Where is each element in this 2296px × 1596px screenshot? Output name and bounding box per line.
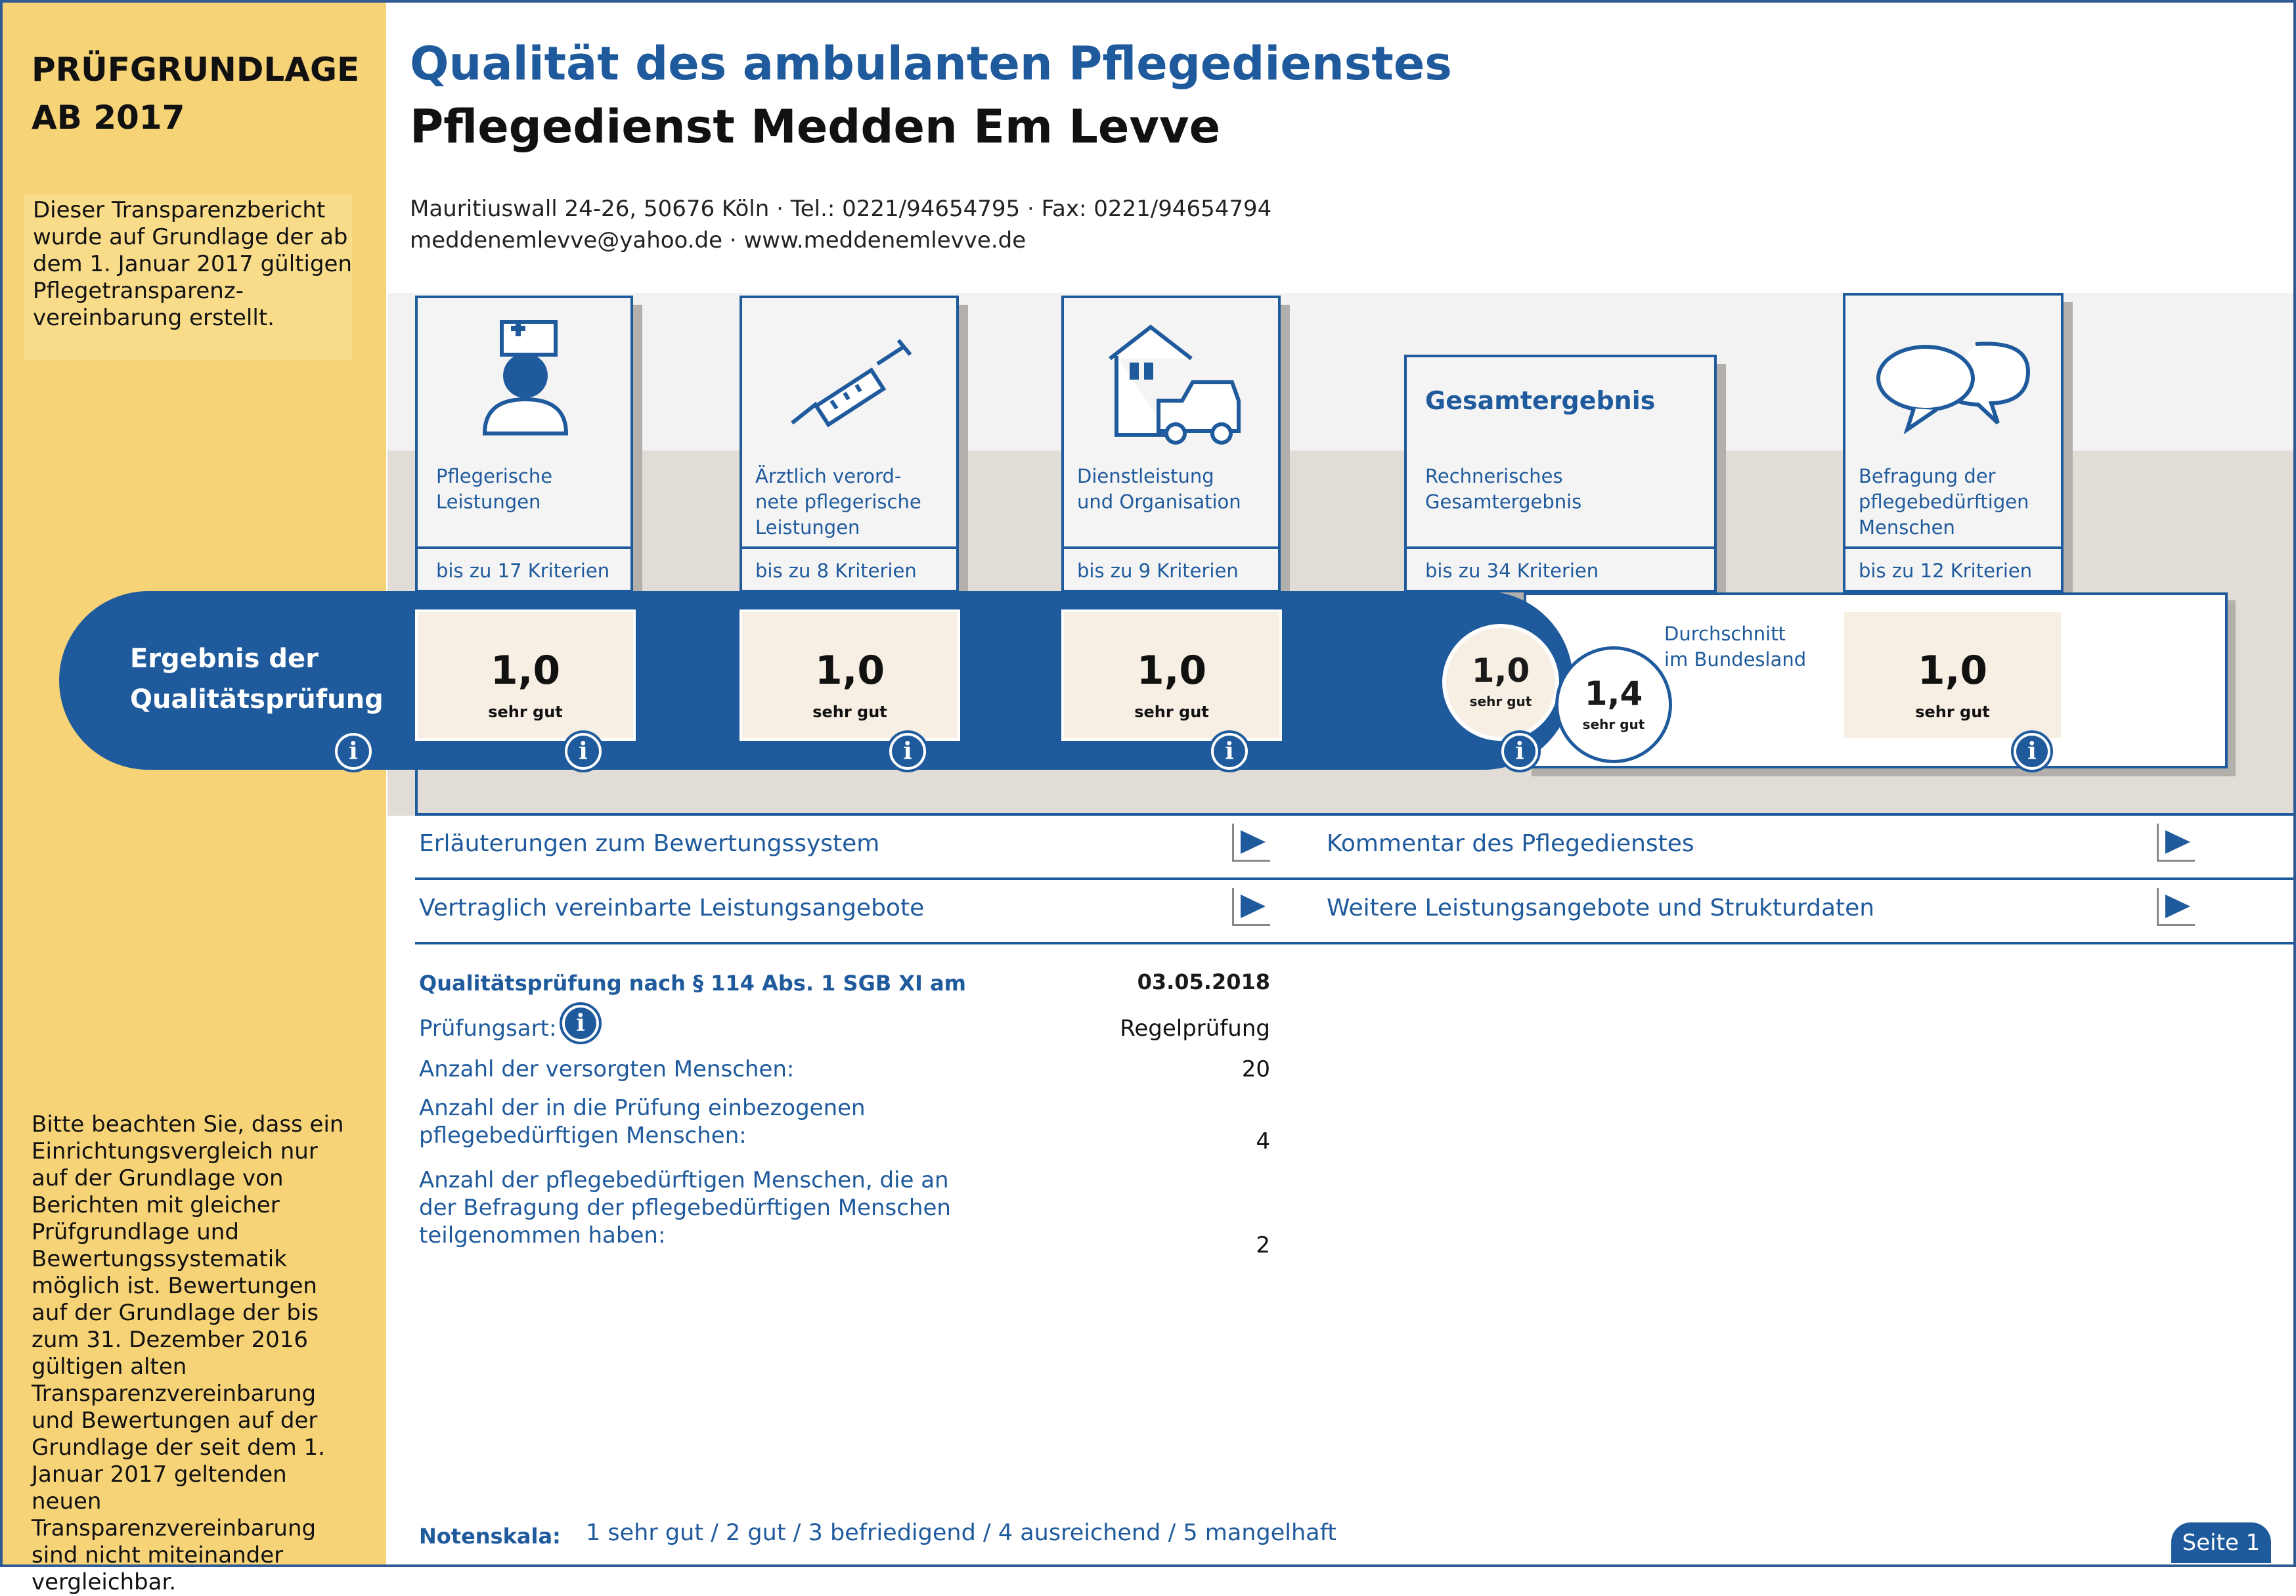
link-provider-comment[interactable]: Kommentar des Pflegedienstes [1327, 830, 1694, 857]
score-grade: sehr gut [1915, 703, 1990, 721]
category-card-care [415, 296, 633, 592]
house-car-icon [1103, 317, 1248, 448]
category-card-medical [740, 296, 959, 592]
grade-scale: 1 sehr gut / 2 gut / 3 befriedigend / 4 ausreichend / 5 mangelhaft [586, 1520, 1337, 1546]
survey-people-value: 2 [1256, 1232, 1270, 1258]
band-divider [415, 813, 2293, 816]
category-criteria: bis zu 12 Kriterien [1859, 560, 2033, 582]
nurse-icon [478, 317, 577, 441]
state-average-circle [1555, 646, 1672, 763]
score-value: 1,0 [490, 648, 561, 694]
arrow-right-icon[interactable] [2157, 888, 2195, 926]
score-box [1842, 610, 2064, 741]
page-title: Qualität des ambulanten Pflegedienstes [410, 37, 1452, 91]
speech-bubbles-icon [1873, 331, 2037, 443]
address-line: Mauritiuswall 24-26, 50676 Köln · Tel.: 0221/94654795 · Fax: 0221/94654794 [410, 196, 1272, 222]
page-number: Seite 1 [2171, 1522, 2271, 1563]
sidebar-note: Bitte beachten Sie, dass ein Einrichtungsvergleich nur auf der Grundlage von Berichten mit gleicher Prüfgrundlage und Bewertungssystematik möglich ist. Bewertungen auf der Grundlage der bis zum 31. Dezember 2016 gültigen alten Transparenzvereinbarung und Bewertungen auf der Grundlage der seit dem 1. Januar 2017 geltenden neuen Transparenzvereinbarung sind nicht miteinander vergleichbar. [32, 1111, 344, 1595]
inspection-heading: Qualitätsprüfung nach § 114 Abs. 1 SGB XI am [419, 971, 967, 996]
state-average-score: 1,4 [1584, 675, 1643, 713]
inspection-type-value: Regelprüfung [1120, 1015, 1270, 1042]
divider [415, 877, 2293, 880]
category-card-service [1061, 296, 1281, 592]
category-criteria: bis zu 9 Kriterien [1077, 560, 1239, 582]
inspection-date: 03.05.2018 [1137, 969, 1270, 994]
score-box [1061, 610, 1282, 741]
info-icon[interactable]: i [1499, 730, 1541, 772]
sidebar-heading-line2: AB 2017 [32, 98, 185, 137]
cared-people-label: Anzahl der versorgten Menschen: [419, 1056, 795, 1082]
category-label: Rechnerisches Gesamtergebnis [1425, 465, 1582, 513]
card-divider [1845, 546, 2061, 549]
category-criteria: bis zu 34 Kriterien [1425, 560, 1599, 582]
score-value: 1,0 [814, 648, 885, 694]
info-icon[interactable]: i [887, 730, 929, 772]
score-value: 1,0 [1917, 648, 1988, 694]
inspection-type-label: Prüfungsart: [419, 1015, 557, 1042]
score-grade: sehr gut [1469, 694, 1532, 709]
info-icon[interactable]: i [562, 730, 604, 772]
result-bar-label: Ergebnis der Qualitätsprüfung [130, 644, 384, 715]
provider-name: Pflegedienst Medden Em Levve [410, 100, 1221, 154]
score-value: 1,0 [1136, 648, 1207, 694]
total-score-circle [1442, 624, 1559, 741]
sidebar-heading-line1: PRÜFGRUNDLAGE [32, 51, 360, 89]
arrow-right-icon[interactable] [1232, 888, 1270, 926]
category-label: Befragung der pflegebedürftigen Menschen [1859, 465, 2029, 539]
included-people-value: 4 [1256, 1128, 1270, 1155]
sidebar-intro-text: Dieser Transparenzbericht wurde auf Grundlage der ab dem 1. Januar 2017 gültigen Pflegetransparenz-vereinbarung erstellt. [33, 197, 352, 331]
info-icon[interactable]: i [2011, 730, 2053, 772]
state-average-label: Durchschnitt im Bundesland [1664, 623, 1807, 671]
contact-line: meddenemlevve@yahoo.de · www.meddenemlevve.de [410, 227, 1027, 254]
link-further-services[interactable]: Weitere Leistungsangebote und Strukturdaten [1327, 895, 1875, 921]
card-divider [1064, 546, 1278, 549]
card-divider [742, 546, 956, 549]
category-label: Ärztlich verord- nete pflegerische Leistungen [755, 465, 921, 539]
category-label: Dienstleistung und Organisation [1077, 465, 1241, 513]
info-icon[interactable]: i [560, 1002, 602, 1044]
survey-people-label: Anzahl der pflegebedürftigen Menschen, die an der Befragung der pflegebedürftigen Menschen teilgenommen haben: [419, 1167, 951, 1249]
grade-scale-label: Notenskala: [419, 1524, 561, 1549]
score-box [415, 610, 636, 741]
state-average-grade: sehr gut [1582, 717, 1645, 732]
score-grade: sehr gut [1134, 703, 1209, 721]
score-value: 1,0 [1471, 652, 1530, 690]
info-icon[interactable]: i [332, 730, 374, 772]
category-card-survey [1843, 293, 2064, 592]
cared-people-value: 20 [1241, 1056, 1270, 1082]
total-heading: Gesamtergebnis [1425, 386, 1656, 415]
category-label: Pflegerische Leistungen [436, 465, 553, 513]
card-divider [418, 546, 630, 549]
link-contracted-services[interactable]: Vertraglich vereinbarte Leistungsangebote [419, 895, 925, 921]
category-criteria: bis zu 17 Kriterien [436, 560, 610, 582]
category-criteria: bis zu 8 Kriterien [755, 560, 917, 582]
sidebar-heading [32, 46, 373, 141]
info-icon[interactable]: i [1208, 730, 1250, 772]
arrow-right-icon[interactable] [2157, 824, 2195, 862]
link-rating-system[interactable]: Erläuterungen zum Bewertungssystem [419, 830, 880, 857]
score-grade: sehr gut [488, 703, 563, 721]
included-people-label: Anzahl der in die Prüfung einbezogenen pflegebedürftigen Menschen: [419, 1095, 866, 1149]
syringe-icon [785, 338, 923, 430]
divider [415, 942, 2293, 944]
arrow-right-icon[interactable] [1232, 824, 1270, 862]
score-box [740, 610, 960, 741]
score-grade: sehr gut [812, 703, 887, 721]
category-card-total [1404, 355, 1717, 592]
card-divider [1407, 546, 1714, 549]
